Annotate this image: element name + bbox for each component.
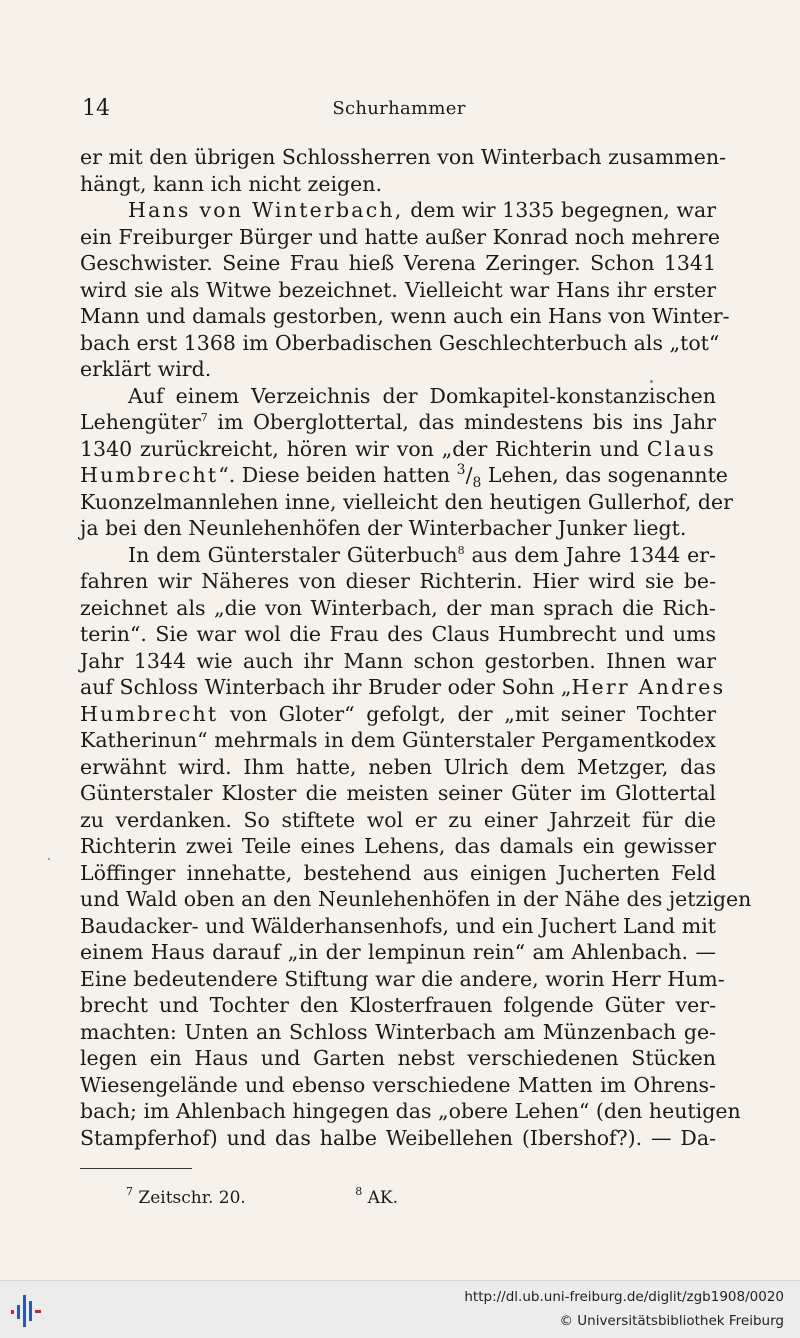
text-line: Richterin zwei Teile eines Lehens, das damals ein gewisser bbox=[80, 834, 716, 858]
footnote-text: Zeitschr. 20. bbox=[133, 1188, 246, 1208]
text-line: Eine bedeutendere Stiftung war die andere, worin Herr Hum- bbox=[80, 966, 725, 991]
text-line: Löffinger innehatte, bestehend aus einigen Jucherten Feld bbox=[80, 860, 716, 885]
text-line: bach erst 1368 im Oberbadischen Geschlechterbuch als „tot“ bbox=[80, 330, 720, 355]
spaced-name: Herr Andres bbox=[571, 675, 726, 699]
text-line: Mann und damals gestorben, wenn auch ein Hans von Winter- bbox=[80, 304, 730, 328]
text-line: Kuonzelmannlehen inne, vielleicht den heutigen Gullerhof, der bbox=[80, 489, 733, 514]
fraction-numerator: 3 bbox=[456, 462, 466, 478]
text-line: terin“. Sie war wol die Frau des Claus Humbrecht und ums bbox=[80, 622, 716, 646]
text-fragment: “. Diese beiden hatten bbox=[218, 463, 457, 487]
page-url[interactable]: http://dl.ub.uni-freiburg.de/diglit/zgb1908/0020 bbox=[464, 1289, 784, 1305]
text-line: Wiesengelände und ebenso verschiedene Matten im Ohrens- bbox=[80, 1072, 716, 1097]
text-line: brecht und Tochter den Klosterfrauen folgende Güter ver- bbox=[80, 993, 716, 1017]
scan-speck bbox=[48, 858, 50, 860]
footnote-8 bbox=[355, 1185, 450, 1208]
text-line: und Wald oben an den Neunlehenhöfen in der Nähe des jetzigen bbox=[80, 887, 752, 911]
text-line: er mit den übrigen Schlossherren von Winterbach zusammen- bbox=[80, 145, 726, 169]
text-fragment: 1340 zurückreicht, hören wir von „der Richterin und bbox=[80, 436, 647, 461]
page-header bbox=[82, 96, 716, 126]
running-head: Schurhammer bbox=[332, 98, 466, 119]
text-line: fahren wir Näheres von dieser Richterin. Hier wird sie be- bbox=[80, 569, 716, 593]
spaced-name: Humbrecht bbox=[80, 463, 219, 487]
text-line: erwähnt wird. Ihm hatte, neben Ulrich dem Metzger, das bbox=[80, 754, 716, 779]
text-line: Katherinun“ mehrmals in dem Günterstaler Pergamentkodex bbox=[80, 728, 716, 752]
copyright-notice: © Universitätsbibliothek Freiburg bbox=[559, 1313, 784, 1329]
text-fragment: aus dem Jahre 1344 er- bbox=[464, 542, 716, 567]
footnote-marker: 8 bbox=[355, 1185, 363, 1198]
spaced-name: Humbrecht bbox=[80, 701, 219, 726]
footnote-marker: 7 bbox=[126, 1185, 133, 1198]
text-line bbox=[80, 674, 726, 701]
text-line bbox=[80, 409, 716, 436]
text-fragment: dem wir 1335 begegnen, war bbox=[403, 198, 716, 222]
text-line: zu verdanken. So stiftete wol er zu einer Jahrzeit für die bbox=[80, 807, 716, 832]
text-line: wird sie als Witwe bezeichnet. Vielleicht war Hans ihr erster bbox=[80, 277, 716, 302]
footnote-ref: 8 bbox=[457, 543, 465, 557]
text-line: ein Freiburger Bürger und hatte außer Konrad noch mehrere bbox=[80, 224, 720, 249]
viewer-footer bbox=[0, 1280, 800, 1338]
text-line: bach; im Ahlenbach hingegen das „obere Lehen“ (den heutigen bbox=[80, 1099, 741, 1123]
text-line bbox=[80, 542, 716, 569]
text-line: Baudacker- und Wälderhansenhofs, und ein Juchert Land mit bbox=[80, 913, 716, 938]
text-line: machten: Unten an Schloss Winterbach am Münzenbach ge- bbox=[80, 1019, 716, 1044]
text-line: ja bei den Neunlehenhöfen der Winterbacher Junker liegt. bbox=[80, 516, 687, 540]
text-fragment: auf Schloss Winterbach ihr Bruder oder Sohn „ bbox=[80, 675, 572, 699]
text-line: hängt, kann ich nicht zeigen. bbox=[80, 171, 383, 196]
text-fragment: Lehen, das sogenannte bbox=[481, 463, 728, 487]
spaced-name: Hans von Winterbach, bbox=[128, 198, 404, 222]
text-line bbox=[80, 197, 716, 224]
text-line: legen ein Haus und Garten nebst verschiedenen Stücken bbox=[80, 1046, 716, 1070]
footnotes bbox=[126, 1185, 502, 1208]
text-fragment: von Gloter“ gefolgt, der „mit seiner Tochter bbox=[218, 701, 716, 726]
text-line: Stampferhof) und das halbe Weibellehen (Ibershof?). — Da- bbox=[80, 1125, 716, 1150]
page-number: 14 bbox=[82, 96, 110, 121]
footnote-text: AK. bbox=[362, 1188, 399, 1208]
text-line: Günterstaler Kloster die meisten seiner Güter im Glottertal bbox=[80, 781, 716, 805]
footnote-7 bbox=[126, 1185, 298, 1208]
body-text bbox=[80, 144, 752, 1151]
text-line: zeichnet als „die von Winterbach, der man sprach die Rich- bbox=[80, 595, 716, 620]
text-line bbox=[80, 462, 728, 492]
text-line: Geschwister. Seine Frau hieß Verena Zeringer. Schon 1341 bbox=[80, 251, 716, 275]
text-fragment: Lehengüter bbox=[80, 410, 201, 434]
ub-freiburg-logo-icon[interactable] bbox=[8, 1291, 50, 1331]
fraction-slash: / bbox=[465, 463, 473, 487]
text-line bbox=[80, 436, 716, 463]
scan-speck bbox=[650, 380, 653, 383]
text-fragment: im Oberglottertal, das mindestens bis ins Jahr bbox=[207, 410, 716, 434]
footnote-ref: 7 bbox=[200, 411, 208, 424]
text-line bbox=[80, 701, 716, 728]
text-line: erklärt wird. bbox=[80, 357, 212, 381]
text-line: einem Haus darauf „in der lempinun rein“ am Ahlenbach. — bbox=[80, 940, 716, 964]
footnote-divider bbox=[80, 1168, 192, 1169]
fraction-denominator: 8 bbox=[472, 475, 482, 492]
text-line: Jahr 1344 wie auch ihr Mann schon gestorben. Ihnen war bbox=[80, 648, 716, 673]
text-line: Auf einem Verzeichnis der Domkapitel-konstanzischen bbox=[128, 383, 716, 408]
text-fragment: In dem Günterstaler Güterbuch bbox=[128, 542, 458, 567]
spaced-name: Claus bbox=[646, 436, 716, 461]
